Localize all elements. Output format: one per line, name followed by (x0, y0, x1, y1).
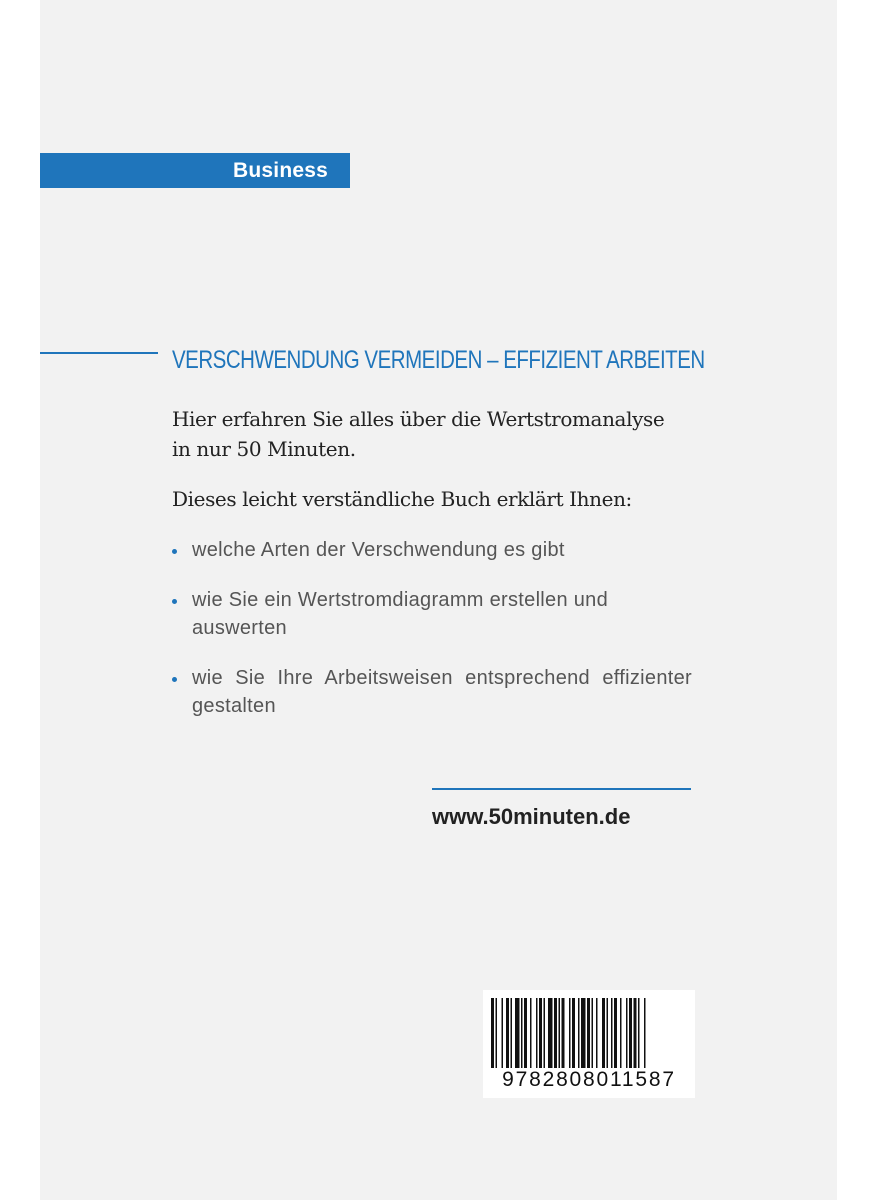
bullet-list (172, 536, 692, 742)
barcode-bar (581, 998, 586, 1068)
bullet-text: welche Arten der Verschwendung es gibt (192, 539, 565, 561)
barcode-bar (596, 998, 598, 1068)
barcode-bar (515, 998, 520, 1068)
bullet-text: wie Sie Ihre Arbeitsweisen entsprechend effizienter gestalten (192, 667, 692, 717)
barcode-bar (620, 998, 622, 1068)
bullet-item (172, 536, 692, 564)
barcode-bar (544, 998, 546, 1068)
barcode-bar (626, 998, 628, 1068)
category-label: Business (233, 158, 328, 182)
category-band (40, 153, 350, 188)
isbn-number: 9782808011587 (502, 1068, 676, 1091)
intro-line-1: Hier erfahren Sie alles über die Wertstromanalyse (172, 407, 665, 431)
barcode-bar (629, 998, 632, 1068)
barcode-bar (572, 998, 575, 1068)
bullet-dot-icon (172, 599, 177, 604)
barcode-bar (559, 998, 561, 1068)
barcode-bar (536, 998, 538, 1068)
barcode-bar (592, 998, 594, 1068)
barcode-bar (524, 998, 527, 1068)
barcode-bar (644, 998, 646, 1068)
bullet-item (172, 664, 692, 720)
barcode-bar (530, 998, 532, 1068)
barcode-bar (554, 998, 557, 1068)
barcode-bars (491, 998, 687, 1068)
bullet-dot-icon (172, 677, 177, 682)
barcode-bar (502, 998, 504, 1068)
intro-text (172, 404, 702, 464)
barcode-bar (521, 998, 523, 1068)
lead-text: Dieses leicht verständliche Buch erklärt Ihnen: (172, 487, 632, 511)
barcode-bar (569, 998, 571, 1068)
bullet-item (172, 586, 687, 642)
website-link[interactable]: www.50minuten.de (432, 804, 631, 829)
barcode-bar (602, 998, 605, 1068)
barcode-bar (539, 998, 542, 1068)
bullet-text: wie Sie ein Wertstromdiagramm erstellen und auswerten (192, 589, 609, 639)
barcode-bar (614, 998, 617, 1068)
barcode-bar (496, 998, 498, 1068)
barcode-bar (506, 998, 509, 1068)
barcode-bar (638, 998, 640, 1068)
barcode-bar (548, 998, 553, 1068)
barcode-bar (578, 998, 580, 1068)
barcode-bar (562, 998, 565, 1068)
barcode-bar (611, 998, 613, 1068)
barcode-bar (511, 998, 513, 1068)
barcode-bar (634, 998, 637, 1068)
barcode (483, 990, 695, 1098)
intro-line-2: in nur 50 Minuten. (172, 437, 356, 461)
headline-rule (40, 352, 158, 354)
bullet-dot-icon (172, 549, 177, 554)
barcode-bar (491, 998, 494, 1068)
website-rule (432, 788, 691, 790)
headline: VERSCHWENDUNG VERMEIDEN – EFFIZIENT ARBEITEN (172, 346, 705, 374)
barcode-bar (587, 998, 590, 1068)
barcode-bar (607, 998, 609, 1068)
